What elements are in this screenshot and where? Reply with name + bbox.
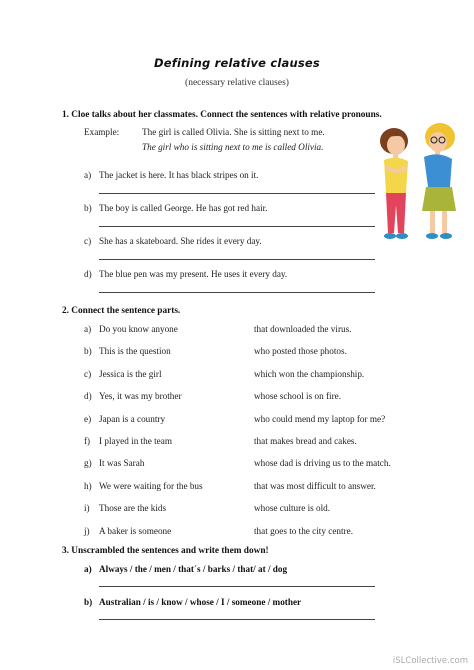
item-letter: c) <box>84 236 92 246</box>
item-letter: f) <box>84 436 91 446</box>
two-girls-illustration <box>372 115 468 245</box>
worksheet-subtitle: (necessary relative clauses) <box>185 78 289 88</box>
scrambled-words: Australian / is / know / whose / I / someone / mother <box>99 597 302 607</box>
sentence-start[interactable]: We were waiting for the bus <box>99 480 203 491</box>
sentence-start[interactable]: Yes, it was my brother <box>99 391 182 402</box>
item-sentence: The boy is called George. He has got red hair. <box>99 203 268 213</box>
example-sentence: The girl is called Olivia. She is sitting next to me. <box>142 127 325 137</box>
sentence-start[interactable]: It was Sarah <box>99 458 145 469</box>
section2-heading: 2. Connect the sentence parts. <box>62 306 181 316</box>
answer-line[interactable] <box>99 259 375 260</box>
item-letter: i) <box>84 503 90 514</box>
answer-line[interactable] <box>99 226 375 227</box>
sentence-end[interactable]: that was most difficult to answer. <box>254 480 376 491</box>
item-letter: b) <box>84 346 92 357</box>
answer-line[interactable] <box>99 292 375 293</box>
scrambled-words: Always / the / men / that´s / barks / that/ at / dog <box>99 564 288 574</box>
item-letter: b) <box>84 597 93 607</box>
worksheet-title: Defining relative clauses <box>154 56 320 70</box>
item-letter: j) <box>84 525 90 536</box>
item-letter: d) <box>84 269 92 279</box>
example-answer: The girl who is sitting next to me is called Olivia. <box>142 142 324 152</box>
item-sentence: The blue pen was my present. He uses it every day. <box>99 269 288 279</box>
girl-right-figure <box>422 123 456 239</box>
item-letter: a) <box>84 564 92 574</box>
girl-left-figure <box>380 128 408 239</box>
sentence-start[interactable]: Japan is a country <box>99 413 166 424</box>
item-letter: e) <box>84 413 92 424</box>
section1-heading: 1. Cloe talks about her classmates. Connect the sentences with relative pronouns. <box>62 110 382 120</box>
example-label: Example: <box>84 127 120 137</box>
item-letter: a) <box>84 324 92 334</box>
sentence-end[interactable]: whose culture is old. <box>254 503 331 514</box>
item-sentence: She has a skateboard. She rides it every day. <box>99 236 262 246</box>
sentence-end[interactable]: whose dad is driving us to the match. <box>254 458 391 469</box>
sentence-start[interactable]: Jessica is the girl <box>99 368 162 379</box>
item-letter: g) <box>84 458 92 469</box>
item-letter: h) <box>84 480 92 491</box>
sentence-end[interactable]: who could mend my laptop for me? <box>254 413 386 424</box>
sentence-start[interactable]: A baker is someone <box>99 525 172 536</box>
answer-line[interactable] <box>99 193 375 194</box>
item-sentence: The jacket is here. It has black stripes on it. <box>99 170 259 180</box>
sentence-start[interactable]: I played in the team <box>99 436 172 446</box>
sentence-end[interactable]: that goes to the city centre. <box>254 525 353 536</box>
item-letter: d) <box>84 391 92 402</box>
footer-watermark: iSLCollective.com <box>392 656 468 666</box>
sentence-start[interactable]: Do you know anyone <box>99 324 178 334</box>
item-letter: c) <box>84 368 92 379</box>
item-letter: b) <box>84 203 92 213</box>
section3-heading: 3. Unscrambled the sentences and write them down! <box>62 546 269 556</box>
sentence-end[interactable]: which won the championship. <box>254 368 365 379</box>
answer-line[interactable] <box>99 619 375 620</box>
answer-line[interactable] <box>99 586 375 587</box>
sentence-end[interactable]: who posted those photos. <box>254 346 347 357</box>
sentence-start[interactable]: Those are the kids <box>99 503 167 514</box>
sentence-start[interactable]: This is the question <box>99 346 171 357</box>
sentence-end[interactable]: that makes bread and cakes. <box>254 436 357 446</box>
sentence-end[interactable]: whose school is on fire. <box>254 391 342 402</box>
item-letter: a) <box>84 170 92 180</box>
sentence-end[interactable]: that downloaded the virus. <box>254 324 352 334</box>
